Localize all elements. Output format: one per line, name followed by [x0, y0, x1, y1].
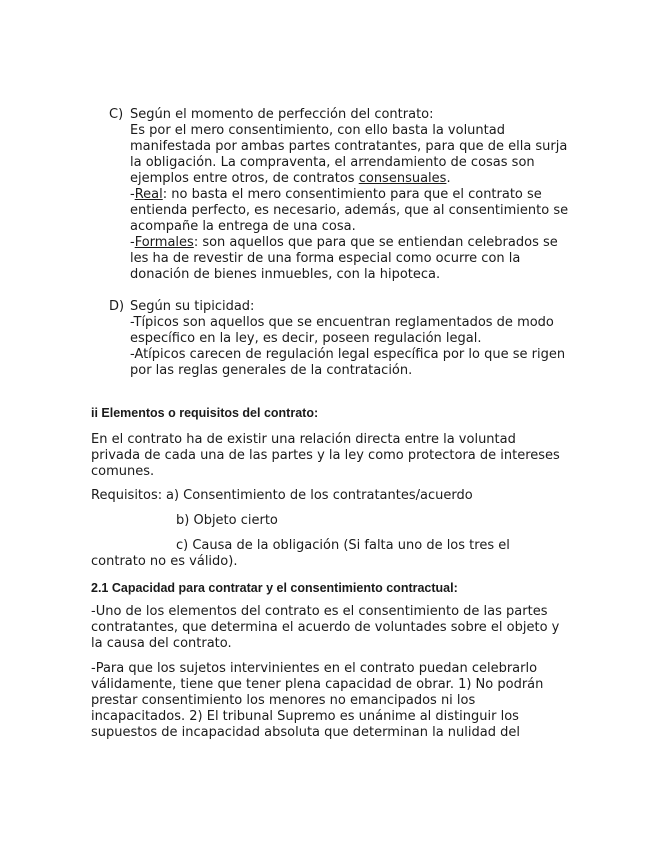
requisito-a: a) Consentimiento de los contratantes/acuerdo	[166, 488, 473, 503]
capacity-para1-line: contratantes, que determina el acuerdo de voluntades sobre el objeto y	[91, 620, 560, 635]
section-d-line: -Típicos son aquellos que se encuentran reglamentados de modo	[130, 315, 554, 330]
section-d-heading: Según su tipicidad:	[130, 299, 255, 314]
real-definition	[130, 187, 542, 203]
section-c-line: entienda perfecto, es necesario, además, que al consentimiento se	[130, 203, 569, 218]
section-d-line: por las reglas generales de la contratación.	[130, 363, 413, 378]
section-c-line: Es por el mero consentimiento, con ello basta la voluntad	[130, 123, 505, 138]
real-term: Real	[134, 187, 163, 202]
requisitos-label: Requisitos:	[91, 488, 163, 503]
line-text: ejemplos entre otros, de contratos	[130, 171, 359, 186]
dash: -	[130, 187, 135, 202]
section-c-label: C)	[109, 107, 124, 122]
section-d-line: -Atípicos carecen de regulación legal específica por lo que se rigen	[130, 347, 566, 362]
requisito-b: b) Objeto cierto	[176, 513, 278, 528]
formales-term: Formales	[134, 235, 194, 250]
capacity-para2-line: prestar consentimiento los menores no emancipados ni los	[91, 693, 476, 708]
capacity-para1-line: la causa del contrato.	[91, 636, 232, 651]
line-text: .	[446, 171, 451, 186]
formales-definition	[130, 235, 558, 251]
capacity-para2-line: incapacitados. 2) El tribunal Supremo es unánime al distinguir los	[91, 709, 519, 724]
capacity-para2-line: -Para que los sujetos intervinientes en el contrato puedan celebrarlo	[91, 661, 538, 676]
section-c-line: la obligación. La compraventa, el arrendamiento de cosas son	[130, 155, 535, 170]
elements-heading: ii Elementos o requisitos del contrato:	[91, 406, 319, 420]
elements-paragraph-line: privada de cada una de las partes y la ley como protectora de intereses	[91, 448, 560, 463]
section-c-line: acompañe la entrega de una cosa.	[130, 219, 356, 234]
line-text: : son aquellos que para que se entiendan celebrados se	[193, 235, 558, 250]
capacity-heading: 2.1 Capacidad para contratar y el consentimiento contractual:	[91, 581, 458, 595]
consensuales-term: consensuales	[358, 171, 447, 186]
section-c-heading: Según el momento de perfección del contrato:	[130, 107, 434, 122]
requisito-c: c) Causa de la obligación (Si falta uno de los tres el	[176, 538, 510, 553]
section-c-line: manifestada por ambas partes contratantes, para que de ella surja	[130, 139, 568, 154]
dash: -	[130, 235, 135, 250]
section-c-line: donación de bienes inmuebles, con la hipoteca.	[130, 267, 441, 282]
section-d-label: D)	[109, 299, 125, 314]
section-c-line	[130, 171, 451, 187]
line-text: : no basta el mero consentimiento para que el contrato se	[162, 187, 542, 202]
section-d-line: específico en la ley, es decir, poseen regulación legal.	[130, 331, 482, 346]
requisito-c-cont: contrato no es válido).	[91, 554, 238, 569]
elements-paragraph-line: comunes.	[91, 464, 155, 479]
elements-paragraph-line: En el contrato ha de existir una relación directa entre la voluntad	[91, 432, 516, 447]
capacity-para1-line: -Uno de los elementos del contrato es el consentimiento de las partes	[91, 604, 548, 619]
capacity-para2-line: válidamente, tiene que tener plena capacidad de obrar. 1) No podrán	[91, 677, 544, 692]
capacity-para2-line: supuestos de incapacidad absoluta que determinan la nulidad del	[91, 725, 520, 740]
section-c-line: les ha de revestir de una forma especial como ocurre con la	[130, 251, 521, 266]
